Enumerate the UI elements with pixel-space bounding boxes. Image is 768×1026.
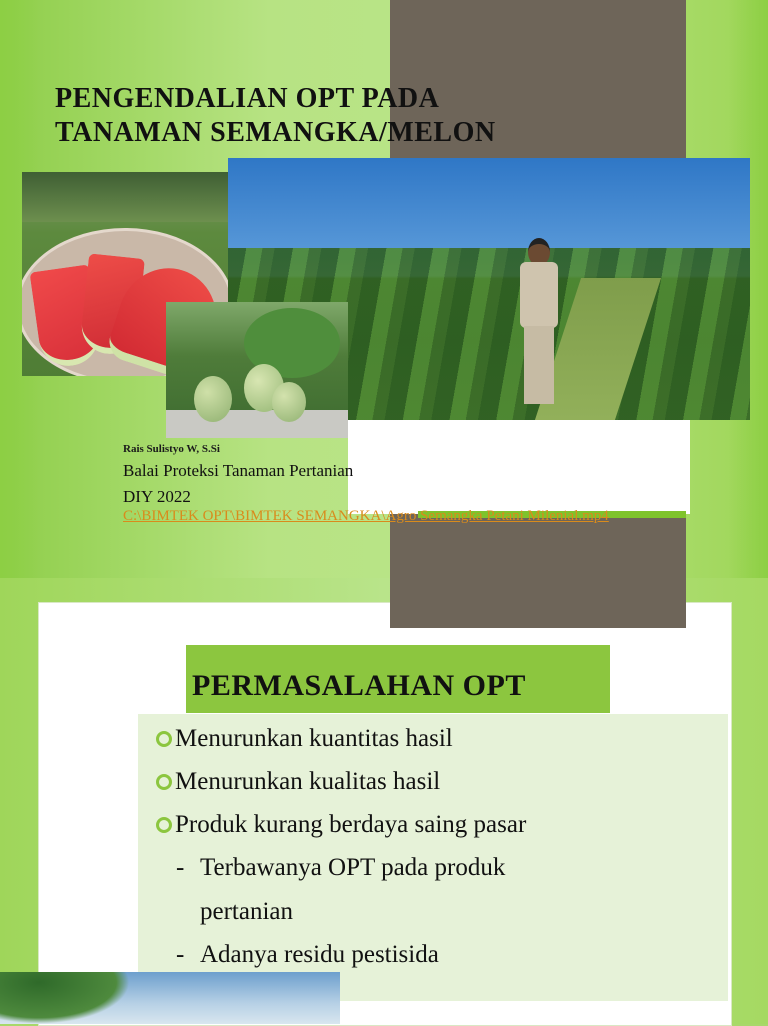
list-item: Menurunkan kuantitas hasil xyxy=(156,724,526,767)
list-item: Menurunkan kualitas hasil xyxy=(156,767,526,810)
white-accent-block xyxy=(348,420,690,514)
bullet-ring-icon xyxy=(156,817,172,833)
melon-fruits-photo xyxy=(166,302,348,438)
landscape-photo xyxy=(0,972,340,1024)
bullet-list xyxy=(156,724,526,853)
sub-item-continuation: pertanian xyxy=(200,898,294,925)
slide-heading: PERMASALAHAN OPT xyxy=(192,669,526,702)
bullet-ring-icon xyxy=(156,774,172,790)
bullet-ring-icon xyxy=(156,731,172,747)
video-file-link[interactable]: C:\BIMTEK OPT\BIMTEK SEMANGKA\Agro Semangka Petani Milenial.mp4 xyxy=(123,508,609,524)
organization-year: DIY 2022 xyxy=(123,487,191,506)
sub-item: - Adanya residu pestisida xyxy=(176,941,439,968)
author-name: Rais Sulistyo W, S.Si xyxy=(123,443,220,455)
title-line-1: PENGENDALIAN OPT PADA xyxy=(55,83,440,114)
slide-title xyxy=(55,82,615,150)
sub-item: - Terbawanya OPT pada produk xyxy=(176,854,506,881)
list-item: Produk kurang berdaya saing pasar xyxy=(156,810,526,853)
organization-name: Balai Proteksi Tanaman Pertanian xyxy=(123,461,354,480)
title-line-2: TANAMAN SEMANGKA/MELON xyxy=(55,117,496,148)
